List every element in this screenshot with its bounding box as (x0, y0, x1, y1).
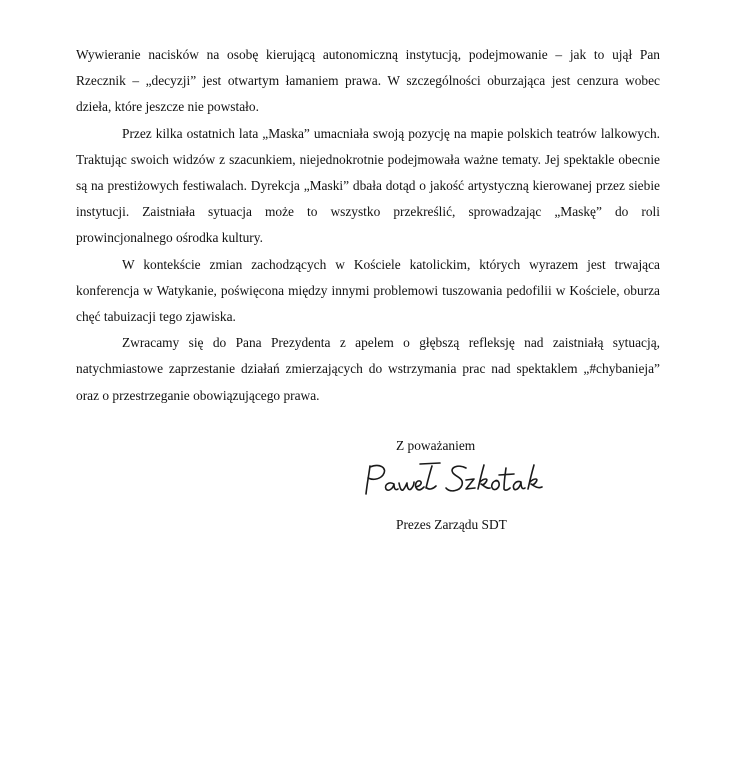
signer-title: Prezes Zarządu SDT (396, 517, 507, 532)
paragraph-2: Przez kilka ostatnich lata „Maska” umacniała swoją pozycję na mapie polskich teatrów lalkowych. Traktując swoich widzów z szacunkiem, niejednokrotnie podejmowała ważne tematy. Jej spektakle obecnie są na prestiżowych festiwalach. Dyrekcja „Maski” dbała dotąd o jakość artystyczną kierowanej przez siebie instytucji. Zaistniała sytuacja może to wszystko przekreślić, sprowadzając „Maskę” do roli prowincjonalnego ośrodka kultury. (76, 125, 660, 246)
closing-salutation: Z poważaniem (396, 438, 476, 453)
handwritten-signature (356, 458, 552, 502)
paragraph-1: Wywieranie nacisków na osobę kierującą autonomiczną instytucją, podejmowanie – jak to ujął Pan Rzecznik – „decyzji” jest otwartym łamaniem prawa. W szczególności oburzająca jest cenzura wobec dzieła, które jeszcze nie powstało. (76, 47, 660, 115)
signature-drawing (356, 458, 552, 502)
paragraph-4: Zwracamy się do Pana Prezydenta z apelem o głębszą refleksję nad zaistniałą sytuacją, natychmiastowe zaprzestanie działań zmierzających do wstrzymania prac nad spektaklem „#chybanieja” oraz o przestrzeganie obowiązującego prawa. (76, 335, 660, 403)
paragraph-3: W kontekście zmian zachodzących w Kościele katolickim, których wyrazem jest trwająca konferencja w Watykanie, poświęcona między innymi problemowi tuszowania pedofilii w Kościele, oburza chęć tabuizacji tego zjawiska. (76, 256, 660, 325)
letter-body (76, 42, 660, 409)
